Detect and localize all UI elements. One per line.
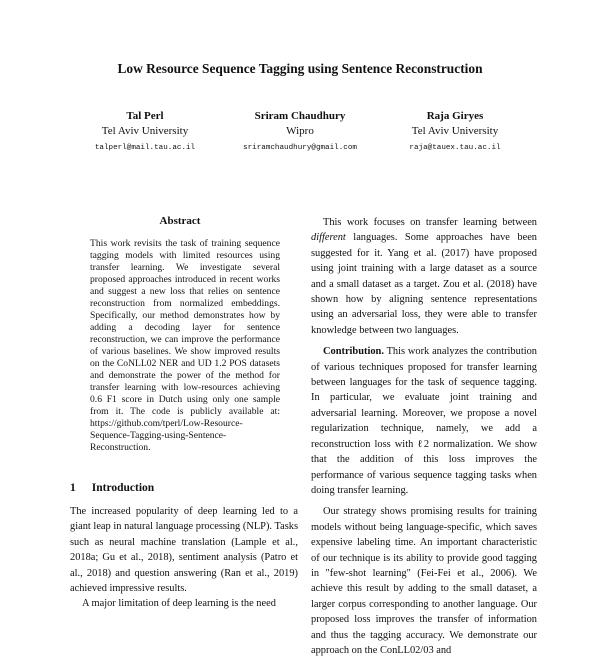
right-column-body [311, 215, 537, 658]
author-email: talperl@mail.tau.ac.il [94, 144, 196, 152]
author-name: Tal Perl [126, 110, 164, 122]
left-column-body [70, 504, 298, 612]
contribution-paragraph [311, 344, 537, 498]
section-title: Introduction [91, 482, 155, 494]
author-affiliation: Tel Aviv University [411, 125, 499, 137]
abstract-heading: Abstract [159, 215, 201, 227]
section-number: 1 [70, 482, 76, 494]
abstract-text: This work revisits the task of training sequence tagging models with limited resources using transfer learning. We investigate several proposed approaches introduced in recent works and suggest a new loss that relies on sentence reconstruction from normalized embeddings. Specifically, our method demonstrates how by adding a decoding layer for sentence reconstruction, we can improve the performance of various baselines. We show improved results on the CoNLL02 NER and UD 1.2 POS datasets and demonstrate the power of the method for transfer learning with low-resources achieving 0.6 F1 score in Dutch using only one sample from it. The code is publicly available at: https://github.com/tperl/Low-Resource-Sequence-Tagging-using-Sentence-Reconstruction. [90, 238, 280, 453]
intro-paragraph-2: A major limitation of deep learning is the need [82, 598, 276, 610]
right-paragraph-3: Our strategy shows promising results for training models without being language-specific, which saves expensive labeling time. An important characteristic of our technique is its ability to provide good tagging in "few-shot learning" (Fei-Fei et al., 2006). We achieve this result by adding to the small dataset, a larger corpus corresponding to another language. Our proposed loss improves the transfer of information and thus the tagging accuracy. We demonstrate our approach on the ConLL02/03 and [311, 506, 537, 656]
emphasis: different [311, 232, 346, 244]
paper-title: Low Resource Sequence Tagging using Sentence Reconstruction [117, 61, 483, 76]
author-affiliation: Wipro [286, 125, 314, 137]
author-name: Raja Giryes [426, 110, 484, 122]
right-paragraph-1 [311, 215, 537, 338]
section-heading-introduction [70, 482, 154, 494]
intro-paragraph-1: The increased popularity of deep learning led to a giant leap in natural language processing (NLP). Tasks such as neural machine translation (Lample et al., 2018a; Gu et al., 2018), sentiment analysis (Patro et al., 2018) and question answering (Ran et al., 2019) achieved impressive results. [70, 506, 298, 595]
text-run: languages. Some approaches have been suggested for it. Yang et al. (2017) have proposed using joint training with a large dataset as a source and a small dataset as a target. Zou et al. (2018) have shown how by aligning sentence representations using an adversarial loss, they were able to transfer knowledge between two languages. [311, 232, 537, 336]
author-2 [215, 109, 385, 156]
author-email: sriramchaudhury@gmail.com [243, 144, 357, 152]
author-1 [60, 109, 230, 156]
contribution-text: This work analyzes the contribution of various techniques proposed for transfer learning between languages for the task of sequence tagging. In particular, we evaluate joint training and adversarial learning. Moreover, we propose a novel regularization technique, namely, we add a reconstruction loss with ℓ2 normalization. We show that the addition of this loss improves the performance of various sequence tagging tasks when doing transfer learning. [311, 346, 537, 496]
author-affiliation: Tel Aviv University [101, 125, 189, 137]
author-name: Sriram Chaudhury [254, 110, 346, 122]
author-email: raja@tauex.tau.ac.il [409, 144, 501, 152]
text-run: This work focuses on transfer learning between [323, 217, 537, 228]
author-3 [370, 109, 540, 156]
contribution-label: Contribution. [323, 346, 384, 358]
